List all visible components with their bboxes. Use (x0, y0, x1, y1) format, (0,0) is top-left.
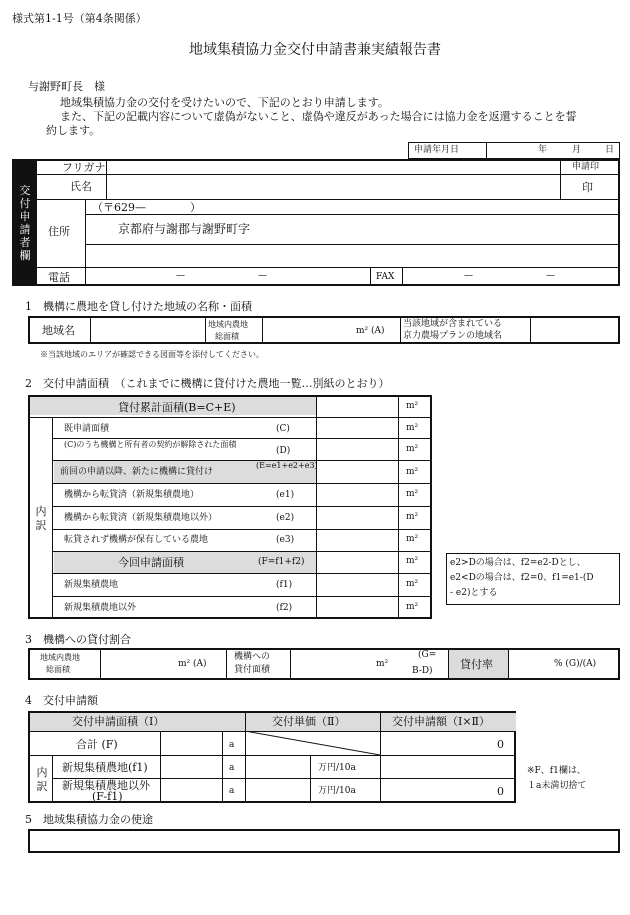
section-1-heading: 1 機構に農地を貸し付けた地域の名称・面積 (25, 300, 252, 313)
area-name-label: 地域名 (42, 324, 75, 337)
row-label: 既申請面積 (64, 424, 110, 434)
fax-label: FAX (376, 272, 395, 282)
section-5-heading: 5 地域集積協力金の使途 (25, 813, 153, 826)
lending-rate-unit: % (G)/(A) (554, 659, 597, 669)
unit-m2: m² (406, 512, 419, 522)
date-day: 日 (605, 145, 615, 155)
row-f1-label: 新規集積農地(f1) (62, 761, 148, 774)
intro-line-2: また、下記の記載内容について虚偽がないこと、虚偽や違反があった場合には協力金を返還することを誓 (60, 110, 577, 123)
name-field[interactable] (107, 176, 559, 198)
plan-label-2: 京力農場プランの地域名 (403, 331, 503, 341)
unit-m2: m² (406, 556, 419, 566)
unit-m2: m² (406, 444, 419, 454)
seal-label: 申請印 (572, 162, 600, 172)
section-4-heading: 4 交付申請額 (25, 694, 98, 707)
h-area: 交付申請面積（Ⅰ） (72, 715, 165, 728)
section-1-note: ※当該地域のエリアが確認できる図面等を添付してください。 (40, 350, 264, 359)
date-label: 申請年月日 (414, 145, 460, 155)
date-year: 年 (538, 145, 548, 155)
s3-lent-label-2: 貸付面積 (234, 665, 271, 675)
unit-m2: m² (406, 534, 419, 544)
diagonal-slash (245, 731, 380, 755)
addressee: 与謝野町長 様 (28, 80, 105, 93)
intro-line-1: 地域集積協力金の交付を受けたいので、下記のとおり申請します。 (60, 96, 389, 109)
row-f2-label-2: (F-f1) (92, 790, 123, 803)
row-label: 機構から転貸済（新規集積農地以外） (64, 513, 218, 523)
furigana-field[interactable] (107, 161, 559, 173)
row-code: (E=e1+e2+e3) (256, 461, 318, 470)
calc-note-1: e2>Dの場合は、f2=e2-Dとし、 (450, 558, 586, 568)
seal-mark: 印 (582, 181, 593, 194)
fax-dash-2: — (546, 271, 555, 281)
s3-g-label-2: B-D) (412, 666, 433, 676)
s3-lent-label-1: 機構への (234, 652, 271, 662)
name-label: 氏名 (70, 180, 92, 193)
total-label: 合計 (F) (76, 738, 118, 751)
row-code: (f1) (276, 580, 293, 590)
rounding-note-1: ※F、f1欄は、 (527, 766, 586, 776)
usage-field[interactable] (28, 829, 620, 853)
unit-m2: m² (406, 579, 419, 589)
row-code: (e1) (276, 490, 295, 500)
intro-line-3: 約します。 (46, 124, 101, 137)
section-3-table (28, 648, 620, 680)
row-code: (e3) (276, 535, 295, 545)
total-amount: 0 (497, 738, 504, 751)
applicant-side-label: 交付申請者欄 (19, 184, 31, 262)
row-f2-label-1: 新規集積農地以外 (62, 779, 150, 792)
price-unit: 万円/10a (318, 786, 356, 796)
date-month: 月 (572, 145, 582, 155)
row-label: 今回申請面積 (118, 556, 184, 569)
unit-m2: m² (406, 467, 419, 477)
s3-g-label-1: (G= (418, 650, 437, 660)
farmland-area-label-2: 総面積 (215, 332, 239, 341)
address-field[interactable]: 京都府与謝郡与謝野町字 (118, 222, 251, 236)
section-1-table (28, 316, 620, 344)
rounding-note-2: １a未満切捨て (527, 781, 587, 791)
row-code: (D) (276, 446, 291, 456)
row-f2-amount: 0 (497, 785, 504, 798)
row-code: (e2) (276, 513, 295, 523)
unit-m2: m² (406, 489, 419, 499)
lending-rate-label: 貸付率 (460, 658, 493, 671)
row-label: 前回の申請以降、新たに機構に貸付け (60, 467, 214, 477)
row-code: (F=f1+f2) (258, 557, 305, 567)
phone-label: 電話 (48, 271, 70, 284)
row-label: 新規集積農地以外 (64, 603, 137, 613)
unit-a: a (229, 740, 235, 750)
section-3-heading: 3 機構への貸付割合 (25, 633, 131, 646)
phone-dash-2: — (258, 271, 267, 281)
s3-farmland-label-2: 総面積 (46, 665, 70, 674)
fax-dash-1: — (464, 271, 473, 281)
plan-label-1: 当該地域が含まれている (403, 319, 503, 329)
unit-a: a (229, 763, 235, 773)
s3-unit-a: m² (A) (178, 659, 207, 669)
price-unit: 万円/10a (318, 763, 356, 773)
row-label: 新規集積農地 (64, 580, 119, 590)
row-label: (C)のうち機構と所有者の契約が解除された面積 (64, 440, 237, 449)
s3-unit-m2: m² (376, 659, 389, 669)
unit-m2: m² (406, 602, 419, 612)
unit-m2: m² (406, 423, 419, 433)
calc-note-2: e2<Dの場合は、f2=0、f1=e1-(D (450, 573, 594, 583)
row-label: 転貸されず機構が保有している農地 (64, 535, 209, 545)
row-label: 機構から転貸済（新規集積農地） (64, 490, 200, 500)
cumulative-area-label: 貸付累計面積(B=C+E) (118, 401, 236, 414)
postal-code[interactable]: （〒629— ） (92, 201, 201, 214)
section-2-heading: 2 交付申請面積 （これまでに機構に貸付けた農地一覧…別紙のとおり） (25, 377, 390, 390)
page-title: 地域集積協力金交付申請書兼実績報告書 (189, 42, 441, 58)
phone-dash-1: — (176, 271, 185, 281)
farmland-area-label-1: 地域内農地 (208, 320, 248, 329)
form-number: 様式第1-1号（第4条関係） (12, 12, 147, 25)
furigana-label: フリガナ (62, 161, 106, 174)
unit-a: a (229, 786, 235, 796)
s3-farmland-label-1: 地域内農地 (40, 653, 80, 662)
h-amount: 交付申請額（Ⅰ×Ⅱ） (392, 715, 491, 728)
unit-a-label: m² (A) (356, 326, 385, 336)
row-code: (f2) (276, 603, 293, 613)
address-label: 住所 (48, 225, 70, 238)
h-price: 交付単価（Ⅱ） (272, 715, 346, 728)
calc-note-3: - e2)とする (450, 588, 498, 598)
row-code: (C) (276, 424, 290, 434)
s4-breakdown-label: 内訳 (36, 766, 48, 793)
unit-m2: m² (406, 401, 419, 411)
breakdown-label: 内訳 (35, 505, 47, 532)
